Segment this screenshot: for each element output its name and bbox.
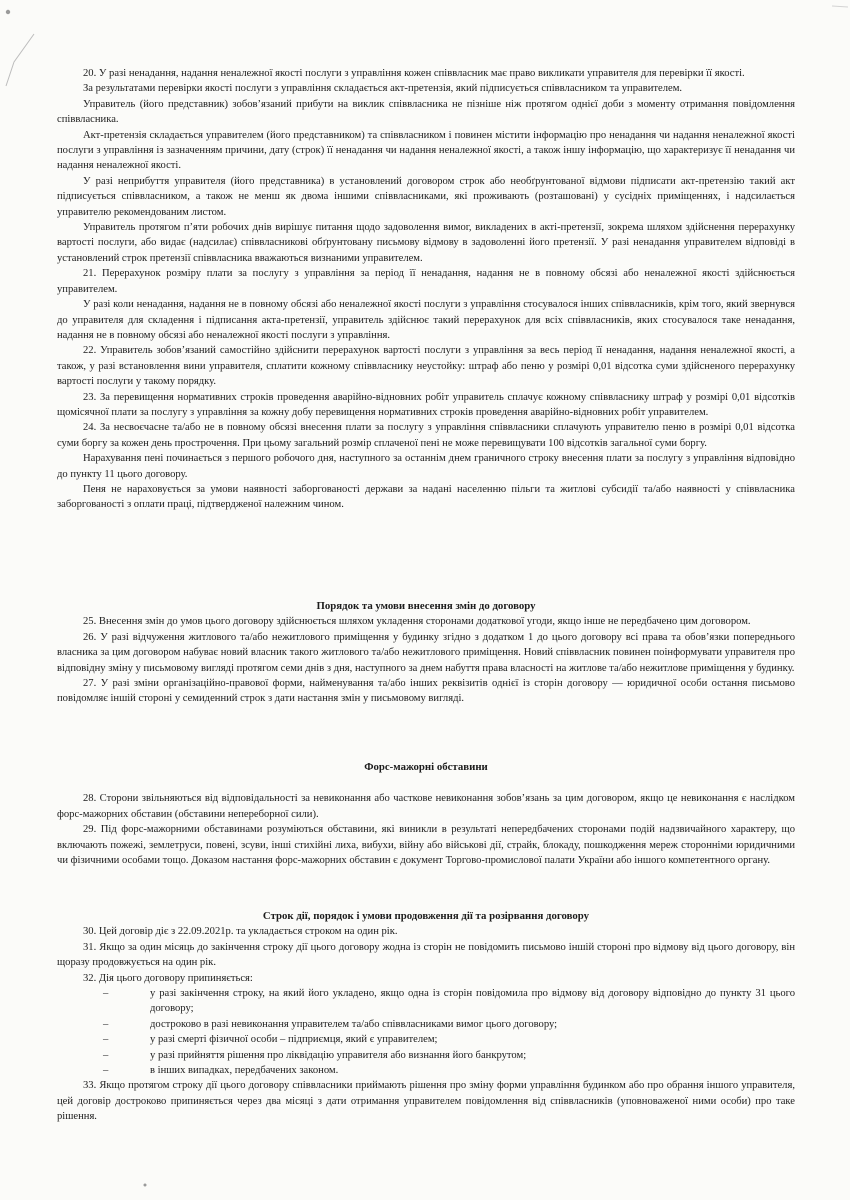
clause-paragraph: 28. Сторони звільняються від відповідальності за невиконання або часткове невиконання зобов’язань за цим договором, якщо це невиконання є наслідком форс-мажорних обставин (обставини непереборної сили). <box>57 793 795 820</box>
list-item-text: у разі прийняття рішення про ліквідацію управителя або визнання його банкрутом; <box>150 1049 527 1061</box>
clause-paragraph: 23. За перевищення нормативних строків проведення аварійно-відновних робіт управитель сплачує кожному співвласнику штраф у розмірі 0,01 відсотків щомісячної плати за послугу з управління за кожну добу перевищення нормативних строків проведення аварійно-відновних робіт управителем. <box>57 391 795 418</box>
scan-corner-mark <box>0 0 60 90</box>
list-item <box>103 1063 795 1078</box>
clause-paragraph: Управитель (його представник) зобов’язаний прибути на виклик співвласника не пізніше ніж протягом однієї доби з моменту отримання повідомлення співвласника. <box>57 98 795 126</box>
clause-paragraph: 26. У разі відчуження житлового та/або нежитлового приміщення у будинку згідно з додатком 1 до цього договору всі права та обов’язки попереднього власника за цим договором набуває новий власник такого житлового та/або нежитлового приміщення. Новий співвласник повинен поінформувати управителя про відповідну зміну у письмовому вигляді протягом семи днів з дня, наступного за днем набуття права власності на житлове та/або нежитлове приміщення у будинку. <box>57 631 795 674</box>
dash-bullet: – <box>103 1018 109 1030</box>
clause-paragraph: У разі коли ненадання, надання не в повному обсязі або неналежної якості послуги з управління стосувалося інших співвласників, крім того, який звернувся до управителя для складення і підписання акта-претензії, управитель здійснює такий перерахунок для всіх співвласників, яких стосувалося таке ненадання, надання не в повному обсязі або неналежної якості послуги з управління. <box>57 299 795 341</box>
clause-paragraph: 20. У разі ненадання, надання неналежної якості послуги з управління кожен співвласник має право викликати управителя для перевірки її якості. <box>83 68 745 79</box>
dash-bullet: – <box>103 1065 109 1077</box>
section-heading-amendments: Порядок та умови внесення змін до договору <box>316 600 536 612</box>
clause-paragraph: 27. У разі зміни організаційно-правової форми, найменування та/або інших реквізитів однієї із сторін договору — юридичної особи остання письмово повідомляє іншій стороні у семиденний строк з дати настання змін у письмовому вигляді. <box>57 678 795 705</box>
clause-paragraph: У разі неприбуття управителя (його представника) в установлений договором строк або необґрунтованої відмови підписати акт-претензію такий акт підписується співвласником, а також не менш як двома іншими співвласниками, які проживають (розташовані) у сусідніх приміщеннях, і надсилається управителю рекомендованим листом. <box>57 175 795 218</box>
termination-conditions-list <box>57 986 795 1078</box>
clause-paragraph: 29. Під форс-мажорними обставинами розуміються обставини, які виникли в результаті непередбачених сторонами подій надзвичайного характеру, що включають пожежі, землетруси, повені, зсуви, інші стихійні лиха, вибухи, війну або військові дії, страйк, блокаду, пошкодження мереж сторонніми юридичними чи фізичними особами тощо. Доказом настання форс-мажорних обставин є документ Торгово-промислової палати України або іншого компетентного органу. <box>57 824 795 867</box>
list-item-text: в інших випадках, передбачених законом. <box>150 1065 339 1077</box>
scan-speck <box>142 1182 148 1188</box>
clause-paragraph: 22. Управитель зобов’язаний самостійно здійснити перерахунок вартості послуги з управління за весь період її ненадання, надання неналежної якості, а також, у разі встановлення вини управителя, сплатити кожному співвласнику неустойку: штраф або пеню у розмірі 0,01 відсотка суми здійсненого перерахунку вартості послуги у такому порядку. <box>57 345 795 388</box>
dash-bullet: – <box>103 1034 109 1046</box>
clause-paragraph: 32. Дія цього договору припиняється: <box>83 972 253 984</box>
force-majeure-section <box>57 760 795 868</box>
clause-paragraph: За результатами перевірки якості послуги з управління складається акт-претензія, який підписується співвласником та управителем. <box>83 83 683 95</box>
list-item <box>103 1048 795 1063</box>
scan-edge-line <box>830 0 850 20</box>
clause-paragraph: 31. Якщо за один місяць до закінчення строку дії цього договору жодна із сторін не повідомить письмово іншій стороні про відмову від цього договору, він щоразу продовжується на один рік. <box>57 941 795 969</box>
liability-section <box>57 66 795 513</box>
dash-bullet: – <box>103 1049 109 1061</box>
list-item <box>103 986 795 1017</box>
clause-paragraph: Нарахування пені починається з першого робочого дня, наступного за останнім днем граничного строку внесення плати за послугу з управління відповідно до пункту 11 цього договору. <box>57 453 795 480</box>
clause-paragraph: 24. За несвоєчасне та/або не в повному обсязі внесення плати за послугу з управління співвласники сплачують управителю пеню в розмірі 0,01 відсотка суми боргу за кожен день прострочення. При цьому загальний розмір сплаченої пені не може перевищувати 100 відсотків загальної суми боргу. <box>57 422 795 449</box>
list-item <box>103 1032 795 1047</box>
clause-paragraph: Управитель протягом п’яти робочих днів вирішує питання щодо задоволення вимог, викладених в акті-претензії, зокрема шляхом здійснення перерахунку вартості послуги, або видає (надсилає) співвласникові обґрунтовану письмову відмову в задоволенні його претензії. У разі ненадання управителем відповіді в установлений строк претензії співвласника вважаються визнаними управителем. <box>57 222 795 264</box>
clause-paragraph: Акт-претензія складається управителем (його представником) та співвласником і повинен містити інформацію про ненадання чи надання неналежної якості послуги з управління із зазначенням причини, дату (строк) її ненадання чи надання неналежної якості, а також іншу інформацію, що характеризує її ненадання чи надання неналежної якості. <box>57 129 795 172</box>
list-item-text: достроково в разі невиконання управителем та/або співвласниками вимог цього договору; <box>150 1018 558 1030</box>
section-heading-force-majeure: Форс-мажорні обставини <box>364 761 488 773</box>
clause-paragraph: 21. Перерахунок розміру плати за послугу з управління за період її ненадання, надання не в повному обсязі або неналежної якості здійснюється управителем. <box>57 268 795 295</box>
clause-paragraph: 30. Цей договір діє з 22.09.2021р. та укладається строком на один рік. <box>83 926 398 938</box>
amendments-section <box>57 599 795 707</box>
clause-paragraph: 33. Якщо протягом строку дії цього договору співвласники приймають рішення про зміну форми управління будинком або про обрання іншого управителя, цей договір достроково припиняється через два місяці з дати отримання управителем повідомлення від співвласників (уповноваженої ними особи) про таке рішення. <box>57 1080 795 1123</box>
dash-bullet: – <box>103 988 109 1000</box>
term-section <box>57 909 795 1125</box>
list-item <box>103 1017 795 1032</box>
clause-paragraph: 25. Внесення змін до умов цього договору здійснюється шляхом укладення сторонами додаткової угоди, якщо інше не передбачено цим договором. <box>83 616 751 628</box>
list-item-text: у разі закінчення строку, на який його укладено, якщо одна із сторін повідомила про відмову від договору відповідно до пункту 31 цього договору; <box>150 988 795 1015</box>
section-heading-term: Строк дії, порядок і умови продовження дії та розірвання договору <box>262 910 590 922</box>
list-item-text: у разі смерті фізичної особи – підприємця, який є управителем; <box>150 1034 438 1046</box>
clause-paragraph: Пеня не нараховується за умови наявності заборгованості держави за надані населенню пільги та житлові субсидії та/або наявності у співвласника заборгованості з оплати праці, підтвердженої належним чином. <box>57 483 795 511</box>
